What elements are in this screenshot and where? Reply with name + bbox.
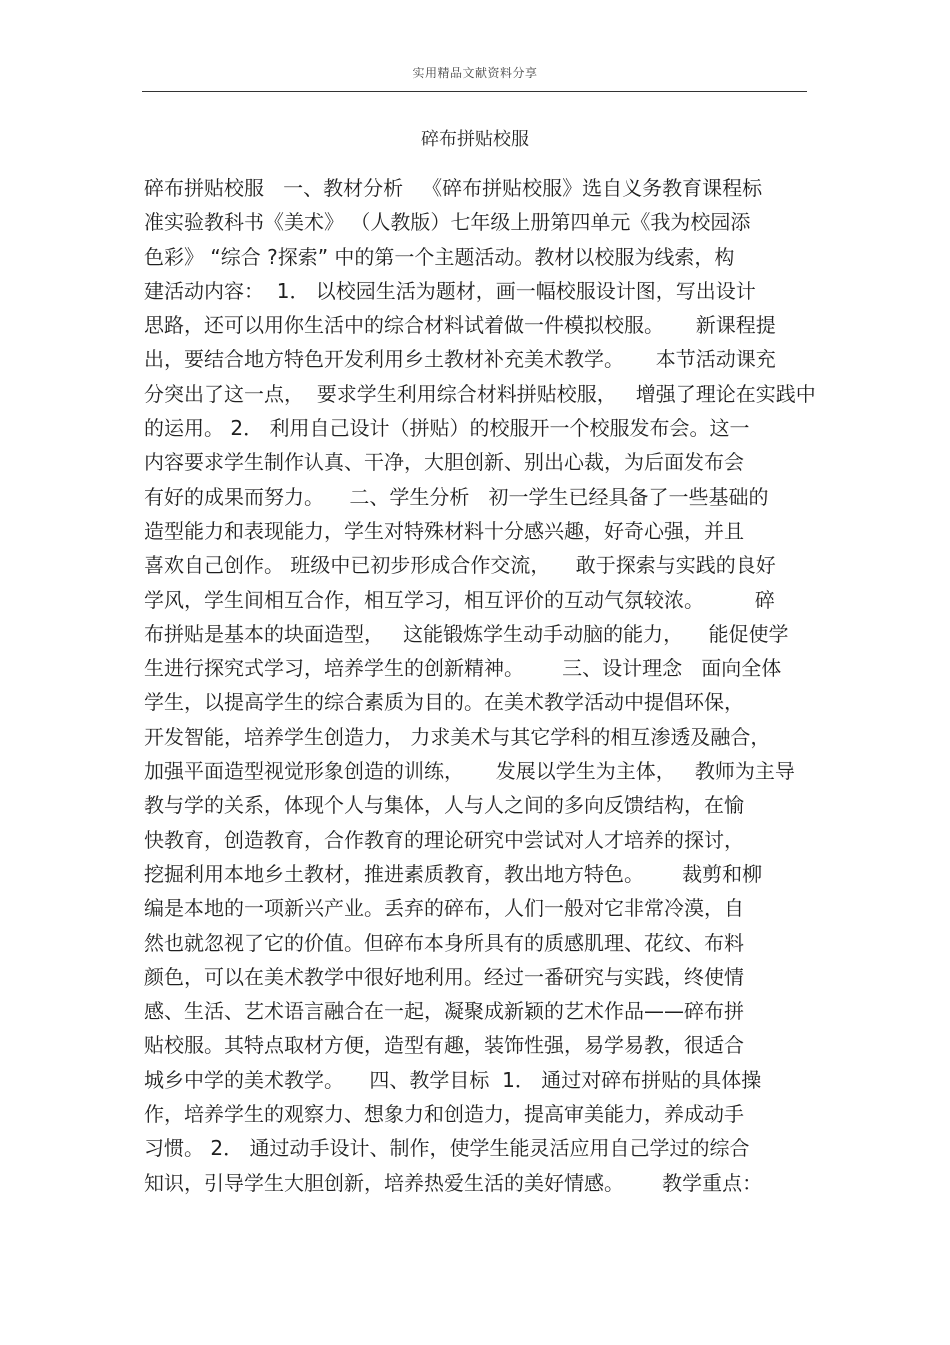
body-line: 快教育，创造教育，合作教育的理论研究中尝试对人才培养的探讨， xyxy=(144,827,744,852)
body-line: 喜欢自己创作。 班级中已初步形成合作交流， 敢于探索与实践的良好 xyxy=(144,553,776,578)
body-line: 布拼贴是基本的块面造型， 这能锻炼学生动手动脑的能力， 能促使学 xyxy=(144,621,789,646)
body-line: 学生，以提高学生的综合素质为目的。在美术教学活动中提倡环保， xyxy=(144,690,744,715)
body-line: 教与学的关系，体现个人与集体，人与人之间的多向反馈结构，在愉 xyxy=(144,793,744,818)
body-line: 学风，学生间相互合作，相互学习，相互评价的互动气氛较浓。 碎 xyxy=(144,587,775,612)
body-line: 出，要结合地方特色开发利用乡土教材补充美术教学。 本节活动课充 xyxy=(144,347,776,372)
header-divider xyxy=(142,91,807,92)
body-line: 准实验教科书《美术》 （人教版）七年级上册第四单元《我为校园添 xyxy=(144,210,751,235)
body-line: 城乡中学的美术教学。 四、教学目标 1． 通过对碎布拼贴的具体操 xyxy=(144,1067,762,1092)
document-body xyxy=(144,171,814,1200)
body-line: 分突出了这一点， 要求学生利用综合材料拼贴校服， 增强了理论在实践中 xyxy=(144,381,816,406)
body-line: 加强平面造型视觉形象创造的训练， 发展以学生为主体， 教师为主导 xyxy=(144,759,795,784)
document-title: 碎布拼贴校服 xyxy=(421,129,529,150)
body-line: 作，培养学生的观察力、想象力和创造力，提高审美能力，养成动手 xyxy=(144,1102,744,1127)
body-line: 有好的成果而努力。 二、学生分析 初一学生已经具备了一些基础的 xyxy=(144,484,769,509)
page-header xyxy=(0,0,950,96)
body-line: 然也就忽视了它的价值。但碎布本身所具有的质感肌理、花纹、布料 xyxy=(144,930,744,955)
body-line: 思路，还可以用你生活中的综合材料试着做一件模拟校服。 新课程提 xyxy=(144,313,776,338)
body-line: 开发智能，培养学生创造力， 力求美术与其它学科的相互渗透及融合， xyxy=(144,724,771,749)
body-line: 知识，引导学生大胆创新，培养热爱生活的美好情感。 教学重点： xyxy=(144,1170,763,1195)
body-line: 习惯。 2． 通过动手设计、制作，使学生能灵活应用自己学过的综合 xyxy=(144,1136,750,1161)
header-text: 实用精品文献资料分享 xyxy=(412,66,538,80)
body-line: 颜色，可以在美术教学中很好地利用。经过一番研究与实践，终使情 xyxy=(144,964,744,989)
body-line: 贴校服。其特点取材方便，造型有趣，装饰性强，易学易教，很适合 xyxy=(144,1033,744,1058)
body-line: 造型能力和表现能力，学生对特殊材料十分感兴趣，好奇心强，并且 xyxy=(144,518,744,543)
body-line: 内容要求学生制作认真、干净，大胆创新、别出心裁，为后面发布会 xyxy=(144,450,744,475)
body-line: 碎布拼贴校服 一、教材分析 《碎布拼贴校服》选自义务教育课程标 xyxy=(144,176,763,200)
body-line: 感、生活、艺术语言融合在一起，凝聚成新颖的艺术作品——碎布拼 xyxy=(144,999,744,1024)
body-line: 生进行探究式学习，培养学生的创新精神。 三、设计理念 面向全体 xyxy=(144,656,782,681)
body-line: 挖掘利用本地乡土教材，推进素质教育，教出地方特色。 裁剪和柳 xyxy=(144,861,763,886)
body-line: 色彩》 “综合 ?探索” 中的第一个主题活动。教材以校服为线索，构 xyxy=(144,244,735,269)
body-line: 建活动内容： 1． 以校园生活为题材，画一幅校服设计图，写出设计 xyxy=(144,278,756,303)
body-line: 的运用。 2． 利用自己设计（拼贴）的校服开一个校服发布会。这一 xyxy=(144,416,750,441)
body-line: 编是本地的一项新兴产业。丢弃的碎布，人们一般对它非常冷漠，自 xyxy=(144,896,744,921)
